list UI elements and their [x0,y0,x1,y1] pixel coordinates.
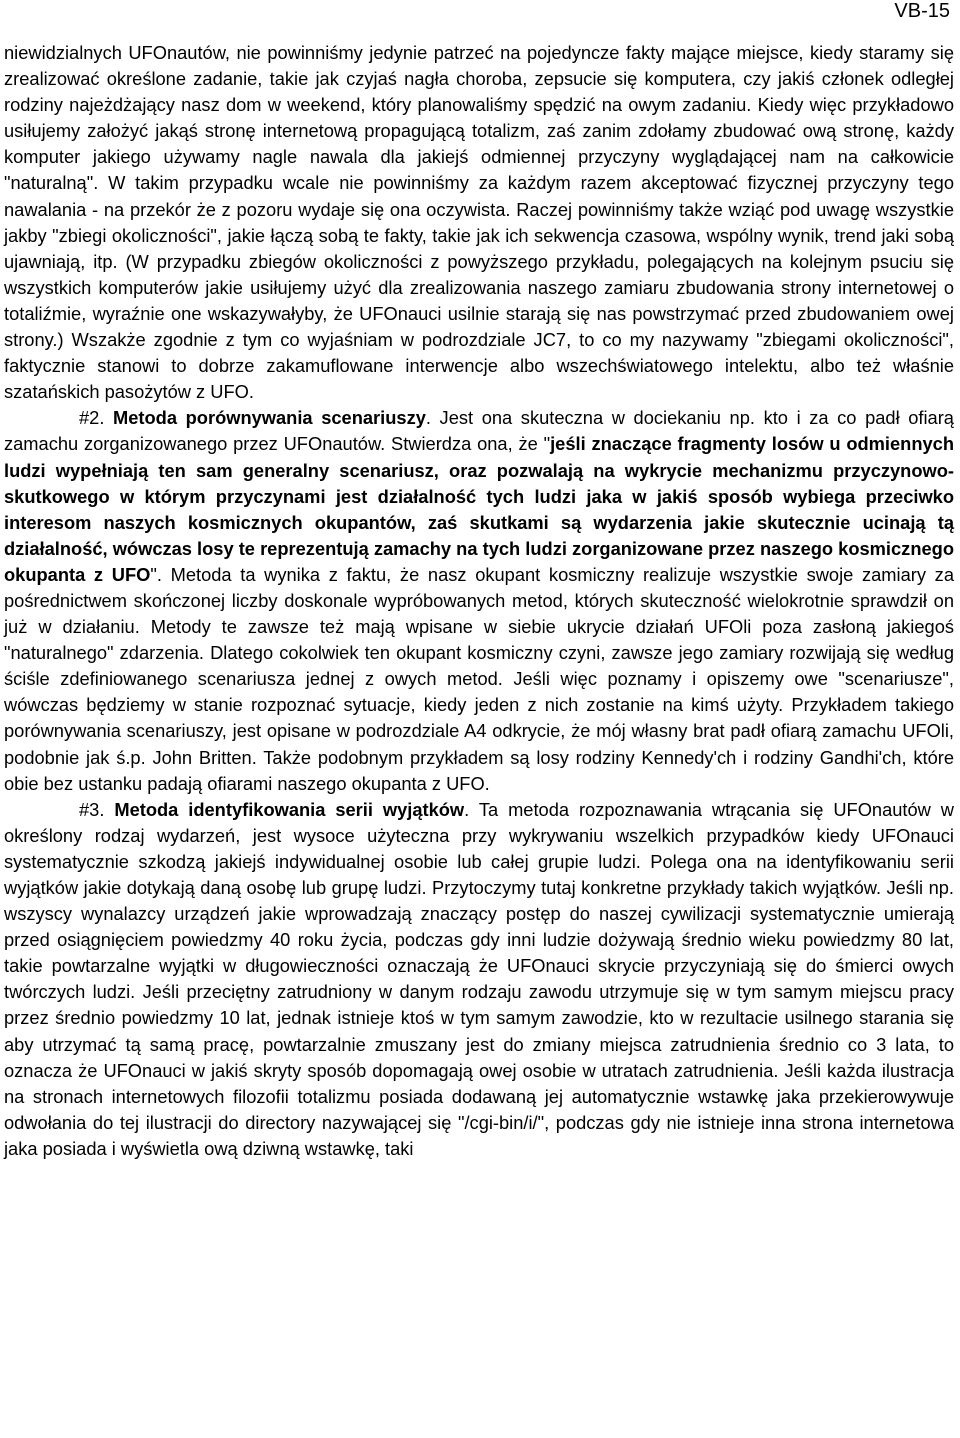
method-definition-quote: jeśli znaczące fragmenty losów u odmiennych ludzi wypełniają ten sam generalny scenariusz, oraz pozwalają na wykrycie mechanizmu przyczynowo-skutkowego w którym przyczynami jest działalność tych ludzi jaka w jakiś sposób wybiega przeciwko interesom naszych kosmicznych okupantów, zaś skutkami są wydarzenia jakie skutecznie ucinają tą działalność, wówczas losy te reprezentują zamachy na tych ludzi zorganizowane przez naszego kosmicznego okupanta z UFO [4,433,954,585]
method-title: Metoda identyfikowania serii wyjątków [114,798,465,820]
method-number: #3. [79,798,105,820]
method-number: #2. [79,407,105,429]
paragraph-text: . Ta metoda rozpoznawania wtrącania się UFOnautów w określony rodzaj wydarzeń, jest wysoce użyteczna przy wykrywaniu wszelkich przypadków kiedy UFOnauci systematycznie szkodzą jakiejś indywidualnej osobie lub całej grupie ludzi. Polega ona na identyfikowaniu serii wyjątków jakie dotykają daną osobę lub grupę ludzi. Przytoczymy tutaj konkretne przykłady takich wyjątków. Jeśli np. wszyscy wynalazcy urządzeń jakie wprowadzają znaczący postęp do naszej cywilizacji systematycznie umierają przed osiągnięciem powiedzmy 40 roku życia, podczas gdy inni ludzie dożywają średnio wieku powiedzmy 80 lat, takie powtarzalne wyjątki w długowieczności oznaczają że UFOnauci skrycie przyczyniają się do śmierci owych twórczych ludzi. Jeśli przeciętny zatrudniony w danym rodzaju zawodu utrzymuje się w tym samym miejscu pracy przez średnio powiedzmy 10 lat, jednak istnieje ktoś w tym samym zawodzie, kto w rezultacie usilnego starania się aby utrzymać tą samą pracę, powtarzalnie zmuszany jest do zmiany miejsca zatrudnienia średnio co 3 lata, to oznacza że UFOnauci w jakiś skryty sposób dopomagają owej osobie w utratach zatrudnienia. Jeśli każda ilustracja na stronach internetowych filozofii totalizmu posiada dodawaną jej automatycznie wstawkę jaka przekierowywuje odwołania do tej ilustracji do directory nazywającej się "/cgi-bin/i/", podczas gdy nie istnieje inna strona internetowa jaka posiada i wyświetla ową dziwną wstawkę, taki [4,798,954,1159]
document-body [4,40,954,1162]
page-number-header: VB-15 [894,0,950,22]
paragraph-text: . Jest ona skuteczna w dociekaniu np. kto i za co padł ofiarą zamachu zorganizowanego przez UFOnautów. Stwierdza ona, że " [4,407,954,455]
paragraph-method-2 [4,405,954,796]
paragraph-method-3 [4,797,954,1162]
paragraph-continuation [4,40,954,405]
paragraph-text: ". Metoda ta wynika z faktu, że nasz okupant kosmiczny realizuje wszystkie swoje zamiary za pośrednictwem skończonej liczby doskonale wypróbowanych metod, których skuteczność wielokrotnie sprawdził on już w działaniu. Metody te zawsze też mają wpisane w siebie ukrycie działań UFOli poza zasłoną jakiegoś "naturalnego" zdarzenia. Dlatego cokolwiek ten okupant kosmiczny czyni, zawsze jego zamiary rozwijają się według ściśle zdefiniowanego scenariusza jednej z owych metod. Jeśli więc poznamy i opiszemy owe "scenariusze", wówczas będziemy w stanie rozpoznać sytuacje, kiedy jeden z nich zostanie na kimś użyty. Przykładem takiego porównywania scenariuszy, jest opisane w podrozdziale A4 odkrycie, że mój własny brat padł ofiarą zamachu UFOli, podobnie jak ś.p. John Britten. Także podobnym przykładem są losy rodziny Kennedy'ch i rodziny Gandhi'ch, które obie bez ustanku padają ofiarami naszego okupanta z UFO. [4,563,954,794]
paragraph-text: niewidzialnych UFOnautów, nie powinniśmy jedynie patrzeć na pojedyncze fakty mające miejsce, kiedy staramy się zrealizować określone zadanie, takie jak czyjaś nagła choroba, zepsucie się komputera, czy jakiś członek odległej rodziny najeżdżający nasz dom w weekend, który planowaliśmy spędzić na owym zadaniu. Kiedy więc przykładowo usiłujemy założyć jakąś stronę internetową propagującą totalizm, zaś zanim zdołamy zbudować ową stronę, każdy komputer jakiego używamy nagle nawala dla jakiejś odmiennej przyczyny wyglądającej nam na całkowicie "naturalną". W takim przypadku wcale nie powinniśmy za każdym razem akceptować fizycznej przyczyny tego nawalania - na przekór że z pozoru wydaje się ona oczywista. Raczej powinniśmy także wziąć pod uwagę wszystkie jakby "zbiegi okoliczności", jakie łączą sobą te fakty, takie jak ich sekwencja czasowa, wspólny wynik, trend jaki sobą ujawniają, itp. (W przypadku zbiegów okoliczności z powyższego przykładu, polegających na kolejnym psuciu się wszystkich komputerów jakie usiłujemy użyć dla zrealizowania naszego zamiaru zbudowania strony internetowej o totaliźmie, wyraźnie one wskazywałyby, że UFOnauci usilnie starają się nas powstrzymać przed zbudowaniem owej strony.) Wszakże zgodnie z tym co wyjaśniam w podrozdziale JC7, to co my nazywamy "zbiegami okoliczności", faktycznie stanowi to dobrze zakamuflowane interwencje albo wszechświatowego intelektu, albo też właśnie szatańskich pasożytów z UFO. [4,42,954,403]
method-title: Metoda porównywania scenariuszy [113,407,426,429]
